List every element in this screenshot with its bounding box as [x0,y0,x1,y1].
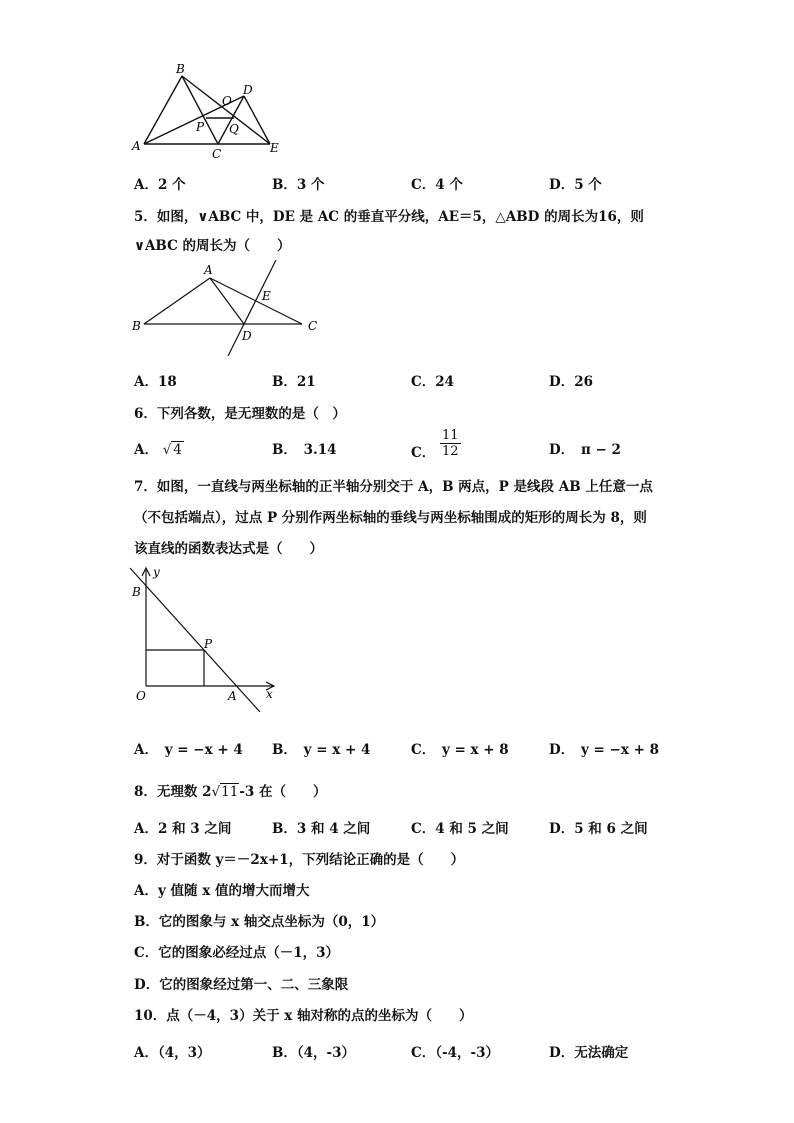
q6-stem: 6．下列各数，是无理数的是（ ） [134,406,346,422]
q8-option-d[interactable]: D．5 和 6 之间 [549,821,648,837]
fig5-label-D: D [242,329,252,343]
fig4-label-B: B [176,62,185,76]
q9-stem: 9．对于函数 y＝－2x+1，下列结论正确的是（ ） [134,852,465,868]
q10-stem: 10．点（－4，3）关于 x 轴对称的点的坐标为（ ） [134,1008,473,1024]
q9-option-b[interactable]: B．它的图象与 x 轴交点坐标为（0，1） [134,914,385,930]
q4-option-c[interactable]: C．4 个 [411,177,463,193]
q8-option-a[interactable]: A．2 和 3 之间 [134,821,232,837]
q6-option-c-denominator: 12 [441,444,459,459]
fig7-label-y: y [153,565,160,579]
q7-options [134,738,694,758]
fig5-label-E: E [262,289,271,303]
q8-option-b[interactable]: B．3 和 4 之间 [272,821,371,837]
fig7-label-P: P [204,637,213,651]
fig7-label-A: A [228,689,237,703]
fig4-label-C: C [212,147,222,160]
fig5-label-B: B [132,319,141,333]
fig4-label-Q: Q [229,122,239,136]
q6-option-c-prefix: C． [411,445,436,461]
q6-option-a-radicand: 4 [173,442,182,458]
q5-option-d[interactable]: D．26 [549,374,593,390]
q6-option-b[interactable]: B． 3.14 [272,442,337,458]
q6-options [134,428,694,464]
q8-radicand: 11 [221,784,239,800]
q4-option-d[interactable]: D．5 个 [549,177,602,193]
q5-stem-line1: 5．如图，∨ABC 中，DE 是 AC 的垂直平分线，AE＝5，△ABD 的周长为16，则 [134,209,644,225]
q7-option-c[interactable]: C． y = x + 8 [411,742,509,758]
fig4-label-D: D [243,83,253,97]
fig7-label-B: B [132,585,141,599]
q6-option-c[interactable] [411,428,461,465]
q10-option-c[interactable]: C．（-4，-3） [411,1045,499,1061]
q8-options [134,817,694,837]
q8-option-c[interactable]: C．4 和 5 之间 [411,821,509,837]
q10-options [134,1041,694,1061]
q6-option-a-prefix: A． [134,442,158,458]
q6-option-a[interactable] [134,438,184,458]
q9-option-c[interactable]: C．它的图象必经过点（－1，3） [134,945,340,961]
q8-stem-suffix: -3 在（ ） [239,784,327,800]
q7-option-b[interactable]: B． y = x + 4 [272,742,371,758]
fig7-label-O: O [136,689,146,703]
q7-option-a[interactable]: A． y = −x + 4 [134,742,243,758]
q4-option-b[interactable]: B．3 个 [272,177,325,193]
q7-stem-line1: 7．如图，一直线与两坐标轴的正半轴分别交于 A，B 两点，P 是线段 AB 上任意一点 [134,479,653,495]
fig4-label-O: O [222,94,232,108]
fig4-label-E: E [270,141,279,155]
q8-stem [134,780,327,800]
q5-option-b[interactable]: B．21 [272,374,316,390]
q10-option-a[interactable]: A．（4，3） [134,1045,211,1061]
q5-figure [130,256,330,362]
q9-option-a[interactable]: A．y 值随 x 值的增大而增大 [134,883,310,899]
q7-stem-line2: （不包括端点），过点 P 分别作两坐标轴的垂线与两坐标轴围成的矩形的周长为 8，则 [134,510,647,526]
fig5-label-A: A [204,263,213,277]
q10-option-b[interactable]: B．（4，-3） [272,1045,356,1061]
q8-stem-prefix: 8．无理数 2 [134,784,212,800]
q4-option-a[interactable]: A．2 个 [134,177,186,193]
fig7-label-x: x [266,687,273,701]
fig4-label-A: A [132,139,141,153]
fig4-label-P: P [196,120,205,134]
q4-options [134,173,694,193]
q7-figure [128,562,288,712]
q5-option-a[interactable]: A．18 [134,374,177,390]
q4-figure [130,60,290,160]
q5-option-c[interactable]: C．24 [411,374,455,390]
q10-option-d[interactable]: D．无法确定 [549,1045,629,1061]
q9-option-d[interactable]: D．它的图象经过第一、二、三象限 [134,977,349,993]
q5-stem-line2: ∨ABC 的周长为（ ） [134,238,291,254]
q8-sqrt: √11 [211,784,239,800]
q6-option-d[interactable]: D． π − 2 [549,442,621,458]
fig5-label-C: C [308,319,318,333]
q6-option-c-numerator: 11 [441,428,459,443]
q7-option-d[interactable]: D． y = −x + 8 [549,742,659,758]
q5-options [134,370,694,390]
q7-stem-line3: 该直线的函数表达式是（ ） [134,541,323,557]
q6-option-c-fraction [440,428,461,459]
q6-option-a-sqrt: √ 4 [162,442,182,458]
